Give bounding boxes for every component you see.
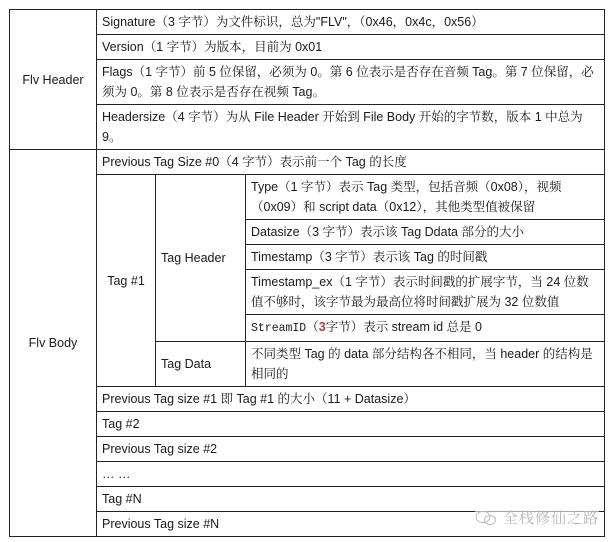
stream-id-name: StreamID: [251, 322, 307, 335]
tag-2-row: Tag #2: [97, 412, 605, 437]
watermark-text: 全栈修仙之路: [502, 510, 599, 527]
flv-header-label: Flv Header: [10, 10, 97, 150]
tag-header-label: Tag Header: [156, 175, 246, 342]
timestamp-ex-field-row: Timestamp_ex（1 字节）表示时间戳的扩展字节，当 24 位数值不够时，该字节最为最高位将时间戳扩展为 32 位数值: [246, 270, 605, 315]
watermark: [475, 507, 599, 528]
previous-tag-size-1-row: Previous Tag size #1 即 Tag #1 的大小（11 + Datasize）: [97, 387, 605, 412]
previous-tag-size-2-row: Previous Tag size #2: [97, 437, 605, 462]
previous-tag-size-n-row: Previous Tag size #N: [97, 512, 605, 537]
type-field-row: Type（1 字节）表示 Tag 类型，包括音频（0x08），视频（0x09）和 script data（0x12），其他类型值被保留: [246, 175, 605, 220]
tag-data-label: Tag Data: [156, 342, 246, 387]
datasize-field-row: Datasize（3 字节）表示该 Tag Ddata 部分的大小: [246, 220, 605, 245]
signature-row: Signature（3 字节）为文件标识，总为"FLV"，（0x46，0x4c，0x56）: [97, 10, 605, 35]
timestamp-field-row: Timestamp（3 字节）表示该 Tag 的时间戳: [246, 245, 605, 270]
version-row: Version（1 字节）为版本，目前为 0x01: [97, 35, 605, 60]
previous-tag-size-0-row: Previous Tag Size #0（4 字节）表示前一个 Tag 的长度: [97, 150, 605, 175]
stream-id-bytes: 3: [318, 320, 326, 334]
tag-data-row: 不同类型 Tag 的 data 部分结构各不相同，当 header 的结构是相同的: [246, 342, 605, 387]
ellipsis-row: … …: [97, 462, 605, 487]
flv-body-label: Flv Body: [10, 150, 97, 537]
tag-n-row: Tag #N: [97, 487, 605, 512]
stream-id-rest: 字节）表示 stream id 总是 0: [325, 320, 482, 334]
wechat-icon: [475, 510, 497, 526]
headersize-row: Headersize（4 字节）为从 File Header 开始到 File Body 开始的字节数，版本 1 中总为 9。: [97, 105, 605, 150]
stream-id-field-row: [246, 315, 605, 342]
tag-1-label: Tag #1: [97, 175, 156, 387]
flv-structure-table: [9, 9, 605, 537]
stream-id-open: （: [306, 320, 319, 334]
flags-row: Flags（1 字节）前 5 位保留，必须为 0。第 6 位表示是否存在音频 Tag。第 7 位保留，必须为 0。第 8 位表示是否存在视频 Tag。: [97, 60, 605, 105]
